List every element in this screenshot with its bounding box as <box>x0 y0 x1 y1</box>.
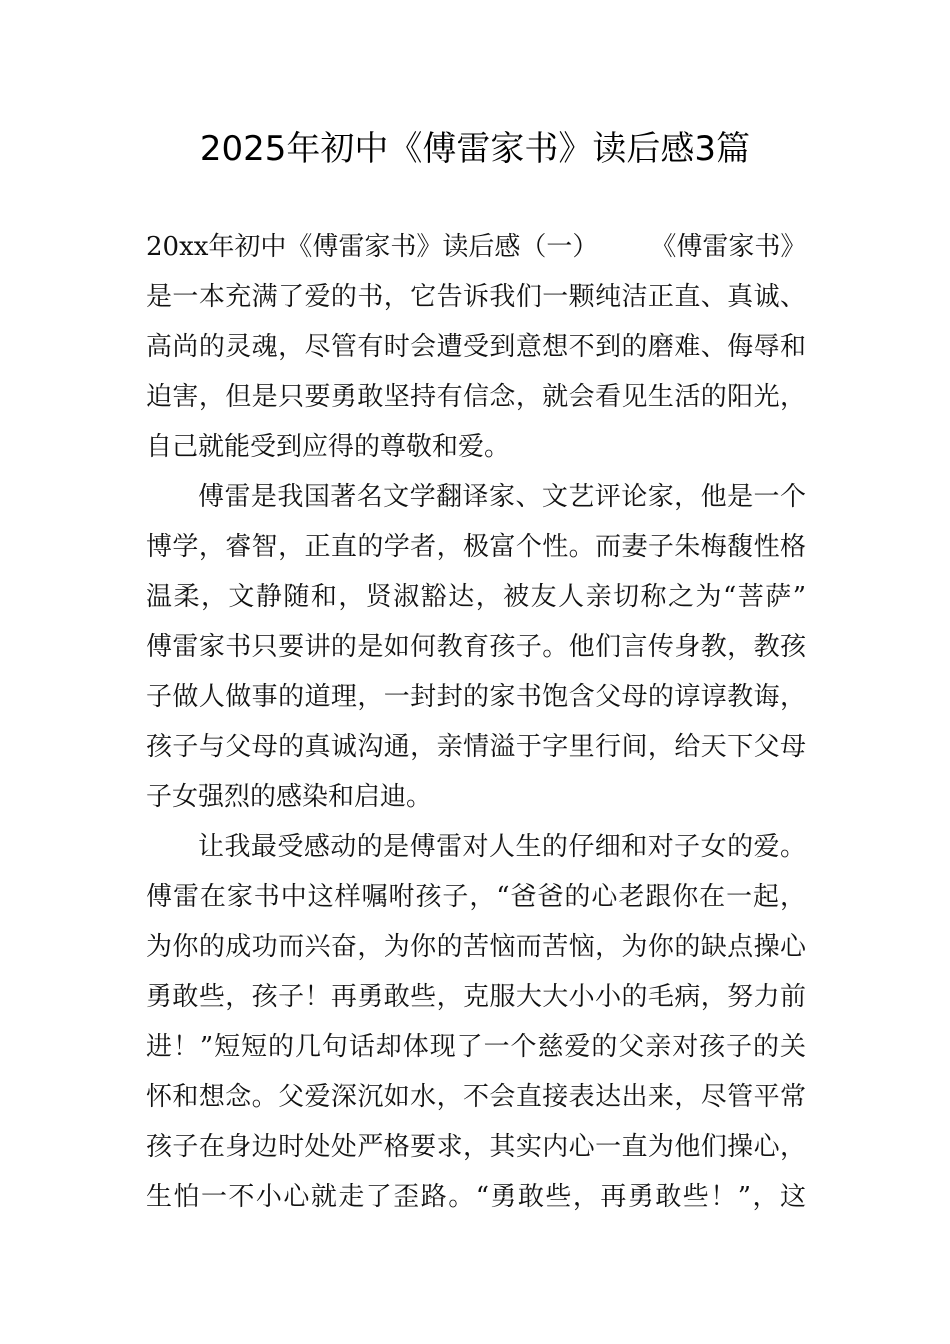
paragraph-2-line-5: 子做人做事的道理，一封封的家书饱含父母的谆谆教诲， <box>146 682 806 712</box>
paragraph-1-line-3: 高尚的灵魂，尽管有时会遭受到意想不到的磨难、侮辱和 <box>146 332 806 362</box>
document-title: 2025年初中《傅雷家书》读后感3篇 <box>199 129 751 169</box>
paragraph-2-line-7: 子女强烈的感染和启迪。 <box>146 782 433 812</box>
paragraph-3-line-2: 傅雷在家书中这样嘱咐孩子，“爸爸的心老跟你在一起， <box>146 882 806 912</box>
paragraph-3-line-3: 为你的成功而兴奋，为你的苦恼而苦恼，为你的缺点操心 <box>146 932 806 962</box>
paragraph-1-line-5: 自己就能受到应得的尊敬和爱。 <box>146 432 511 462</box>
paragraph-2-line-3: 温柔，文静随和，贤淑豁达，被友人亲切称之为“菩萨” <box>146 582 806 612</box>
paragraph-3-line-4: 勇敢些，孩子！再勇敢些，克服大大小小的毛病，努力前 <box>146 982 806 1012</box>
paragraph-2-line-2: 博学，睿智，正直的学者，极富个性。而妻子朱梅馥性格 <box>146 532 806 562</box>
paragraph-1-line-4: 迫害，但是只要勇敢坚持有信念，就会看见生活的阳光， <box>146 382 806 412</box>
paragraph-3-line-6: 怀和想念。父爱深沉如水，不会直接表达出来，尽管平常 <box>146 1082 806 1112</box>
paragraph-3-line-8: 生怕一不小心就走了歪路。“勇敢些，再勇敢些！”，这 <box>146 1182 806 1212</box>
paragraph-2-line-6: 孩子与父母的真诚沟通，亲情溢于字里行间，给天下父母 <box>146 732 806 762</box>
paragraph-3-line-5: 进！”短短的几句话却体现了一个慈爱的父亲对孩子的关 <box>146 1032 806 1062</box>
paragraph-1-line-1: 20xx年初中《傅雷家书》读后感（一） 《傅雷家书》 <box>146 232 807 262</box>
paragraph-2-line-1: 傅雷是我国著名文学翻译家、文艺评论家，他是一个 <box>198 482 806 512</box>
paragraph-1-line-2: 是一本充满了爱的书，它告诉我们一颗纯洁正直、真诚、 <box>146 282 806 312</box>
paragraph-3-line-1: 让我最受感动的是傅雷对人生的仔细和对子女的爱。 <box>198 832 806 862</box>
paragraph-2-line-4: 傅雷家书只要讲的是如何教育孩子。他们言传身教，教孩 <box>146 632 806 662</box>
paragraph-3-line-7: 孩子在身边时处处严格要求，其实内心一直为他们操心， <box>146 1132 806 1162</box>
